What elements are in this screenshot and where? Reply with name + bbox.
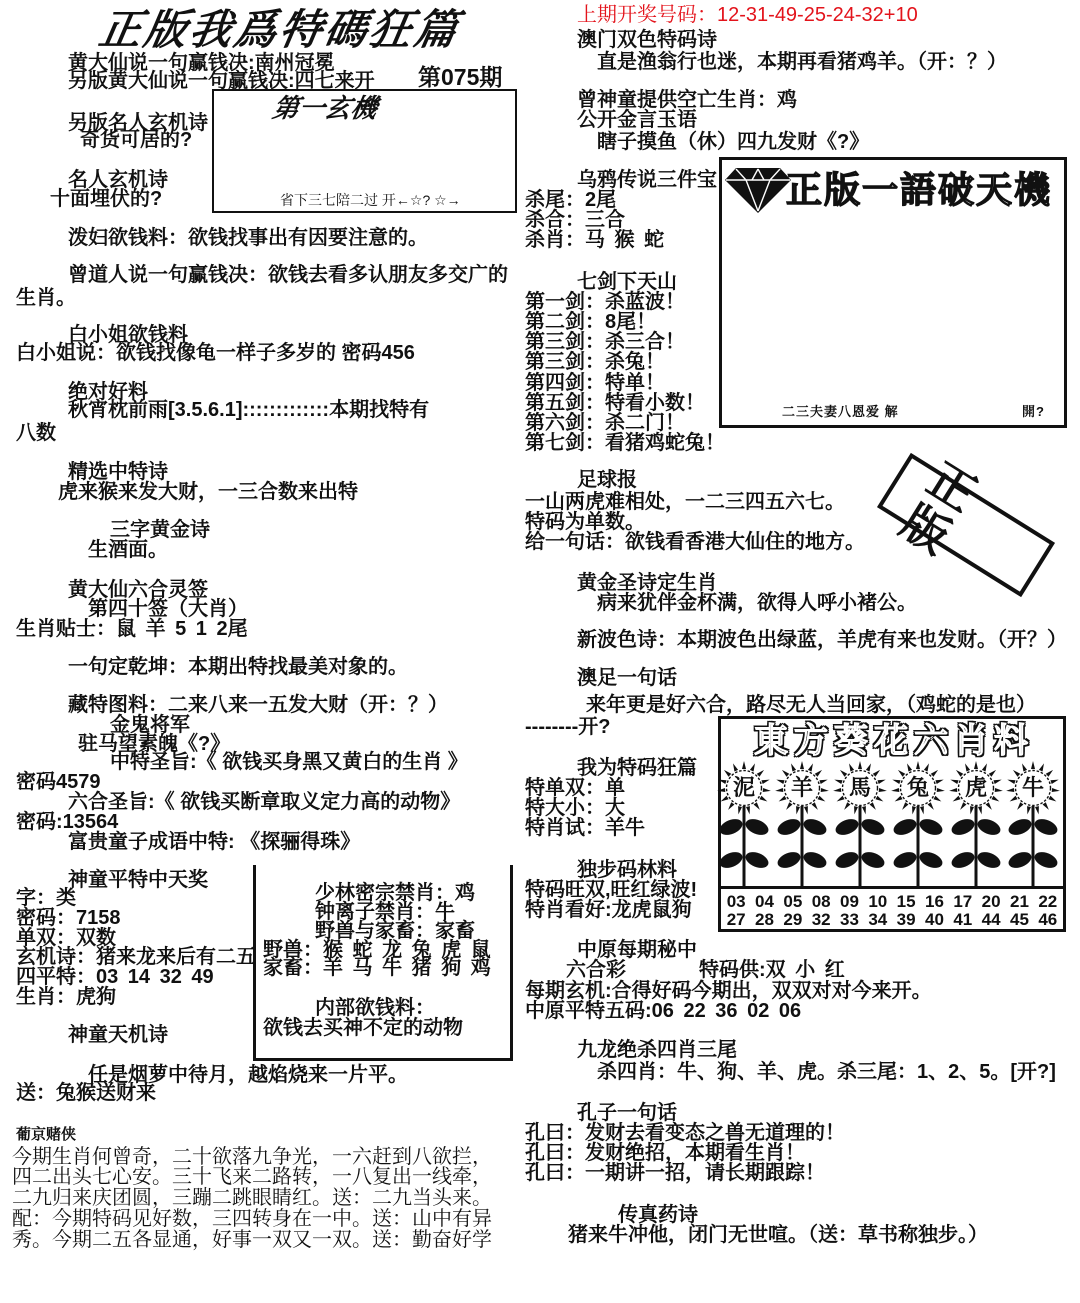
qijian-row: 第一剑：杀蓝波！ <box>525 291 685 313</box>
zhongyuan-five-codes: 中原平特五码:06 22 36 02 06 <box>525 1000 802 1022</box>
zuqiu-row: 特码为单数。 <box>525 511 645 533</box>
tianji-gift: 送：兔猴送财来 <box>16 1082 156 1104</box>
jiulong-text: 杀四肖：牛、狗、羊、虎。杀三尾：1、2、5。[开?] <box>597 1061 1056 1083</box>
cangte-edict: 中特圣旨:《 欲钱买身黑又黄白的生肖 》 <box>110 751 468 773</box>
domestic-animals: 家畜：羊 马 牛 猪 狗 鸡 <box>263 957 491 979</box>
shentong-row: 单双：双数 <box>16 927 116 949</box>
inner-text: 欲钱去买神不定的动物 <box>263 1017 463 1039</box>
pujing-line: 秀。今期二五各显通，好事一双又一双。送：勤奋好学 <box>12 1229 492 1251</box>
zuqiu-row: 一山两虎难相处，一二三四五六七。 <box>525 491 845 513</box>
xinbo-text: 新波色诗：本期波色出绿蓝，羊虎有来也发财。（开？） <box>577 629 1067 651</box>
zhongyuan-tema: 特码供:双 小 红 <box>699 959 845 981</box>
number-cell: 39 <box>896 910 916 929</box>
potianji-footer-left: 二三夫妻八恩爱 解 <box>782 404 899 419</box>
zhongyuan-label: 六合彩 <box>566 959 626 981</box>
number-cell: 03 <box>726 892 746 911</box>
jinxiao-row: 钟离子禁肖：牛 <box>315 901 455 923</box>
cangte-general: 金鬼将军 <box>110 714 190 736</box>
aozu-text: 来年更是好六合，路尽无人当回家，（鸡蛇的是也） <box>586 694 1036 716</box>
first-xuanji-footer: 省下三七陪二过 开←☆? ☆→ <box>280 192 461 208</box>
pujing-line: 配：今期特码见好数，三四转身在一中。送：山中有异 <box>12 1208 492 1230</box>
number-cell: 41 <box>953 910 973 929</box>
alt-mingren-text: 奇货可居的? <box>80 129 193 151</box>
number-cell: 40 <box>925 910 944 929</box>
number-cell: 33 <box>840 910 859 929</box>
number-cell: 20 <box>981 892 1001 911</box>
number-cell: 16 <box>925 892 944 911</box>
number-cell: 21 <box>1009 892 1029 911</box>
pujing-line: 二九归来庆团圆，三蹦二跳眼睛红。送：二九当头来。 <box>12 1187 492 1209</box>
qijian-row: 第五剑：特看小数！ <box>525 392 705 414</box>
flower-zodiac-char: 兔 <box>906 775 929 800</box>
pujing-line: 四二出头七心安。三十飞来二路转，一八复出一线牵， <box>12 1166 492 1188</box>
shentong-row: 生肖：虎狗 <box>16 986 116 1008</box>
lingqian-title: 黄大仙六合灵签 <box>68 579 208 601</box>
liuhe-edict: 六合圣旨:《 欲钱买断章取义定力高的动物》 <box>68 791 461 813</box>
mingren-title: 名人玄机诗 <box>68 169 168 191</box>
huangjin-text: 病来犹伴金杯满，欲得人呼小褚公。 <box>597 592 917 614</box>
jiulong-title: 九龙绝杀四肖三尾 <box>577 1039 737 1061</box>
aozu-title: 澳足一句话 <box>577 667 677 689</box>
number-cell: 28 <box>755 910 774 929</box>
number-cell: 15 <box>896 892 916 911</box>
number-strip-divider <box>718 886 1066 889</box>
wuya-row: 杀尾：2尾 <box>525 189 617 211</box>
number-cell: 29 <box>783 910 803 929</box>
qijian-row: 第四剑：特单！ <box>525 372 665 394</box>
inner-title: 内部欲钱料： <box>315 997 435 1019</box>
juedui-title: 绝对好料 <box>68 381 148 403</box>
pujing-title: 葡京赌侠 <box>16 1126 77 1143</box>
shentong-row: 玄机诗：猪来龙来后有二五 <box>16 946 256 968</box>
zuqiu-title: 足球报 <box>577 469 637 491</box>
first-xuanji-title: 第一玄機 <box>270 93 380 123</box>
number-cell: 44 <box>981 910 1001 929</box>
genuine-stamp: 正版 <box>877 453 1055 597</box>
page-title: 正版我爲特碼狂篇 <box>95 6 465 53</box>
jinxiao-row: 野兽与家畜：家畜 <box>315 920 475 942</box>
shentong-row: 密码：7158 <box>16 907 121 929</box>
number-cell: 04 <box>755 892 774 911</box>
diamond-icon <box>724 166 792 214</box>
number-cell: 45 <box>1009 910 1029 929</box>
chuanzhen-title: 传真药诗 <box>618 1204 698 1226</box>
wuya-title: 乌鸦传说三件宝 <box>577 169 717 191</box>
qijian-row: 第六剑：杀二门！ <box>525 412 685 434</box>
lingqian-tip: 生肖贴士：鼠 羊 5 1 2尾 <box>16 618 248 640</box>
chuanzhen-text: 猪来牛冲他，闭门无世喧。（送：草书称独步。） <box>568 1224 988 1246</box>
huangdaxian-line-2: 另版黄大仙说一句赢钱决:四七来开 <box>68 70 375 92</box>
number-cell: 05 <box>783 892 803 911</box>
zengdaoren-line-2: 生肖。 <box>16 287 76 309</box>
number-cell: 27 <box>726 910 746 929</box>
number-row-1 <box>722 893 1062 911</box>
flower-zodiac-char: 虎 <box>964 775 987 800</box>
jinyan-title: 公开金言玉语 <box>577 109 697 131</box>
number-cell: 32 <box>811 910 831 929</box>
qijian-row: 第二剑：8尾！ <box>525 311 657 333</box>
juedui-line-1: 秋宵枕前雨[3.5.6.1]:::::::::::::本期找特有 <box>68 399 430 421</box>
lingqian-sign: 第四十签（大肖） <box>88 598 248 620</box>
zuqiu-row: 给一句话：欲钱看香港大仙住的地方。 <box>525 531 865 553</box>
sanzi-text: 生酒面。 <box>88 539 168 561</box>
last-draw-label: 上期开奖号码： <box>577 4 717 26</box>
kuangpian-row: 特大小：大 <box>525 797 625 819</box>
yiju-text: 一句定乾坤：本期出特找最美对象的。 <box>68 656 408 678</box>
baixiaojie-title: 白小姐欲钱料 <box>68 324 188 346</box>
pujing-line: 今期生肖何曾奇，二十欲落九争光，一六赶到八欲拦， <box>12 1146 492 1168</box>
flower-zodiac-char: 羊 <box>790 775 813 800</box>
cangte-code: 密码4579 <box>16 771 101 793</box>
jinyan-text: 瞎子摸鱼（休）四九发财《?》 <box>597 131 870 153</box>
tianji-title: 神童天机诗 <box>68 1024 168 1046</box>
liuhe-code: 密码:13564 <box>16 811 119 833</box>
kuangpian-row: 特单双：单 <box>525 777 625 799</box>
zeng-shentong: 曾神童提供空亡生肖：鸡 <box>577 89 797 111</box>
cangte-text: 藏特图料：二来八来一五发大财（开：？） <box>68 694 448 716</box>
shentong-title: 神童平特中天奖 <box>68 869 208 891</box>
kongzi-row: 孔曰：发财去看变态之兽无道理的！ <box>525 1122 845 1144</box>
last-draw-numbers: 12-31-49-25-24-32+10 <box>717 4 918 26</box>
number-cell: 46 <box>1038 910 1058 929</box>
fugui-text: 富贵童子成语中特: 《探骊得珠》 <box>68 831 361 853</box>
qijian-row: 第三剑：杀三合！ <box>525 331 685 353</box>
dubu-row: 特肖看好:龙虎鼠狗 <box>525 899 692 921</box>
number-cell: 10 <box>868 892 888 911</box>
qijian-title: 七剑下天山 <box>577 271 677 293</box>
jingxuan-text: 虎来猴来发大财，一三合数来出特 <box>58 481 358 503</box>
sunflower-title: 東方葵花六肖料 <box>754 722 1034 760</box>
kuangpian-title: 我为特码狂篇 <box>577 757 697 779</box>
wild-animals: 野兽：猴 蛇 龙 兔 虎 鼠 <box>263 939 491 961</box>
aomen-title: 澳门双色特码诗 <box>577 29 717 51</box>
number-cell: 09 <box>840 892 859 911</box>
huangdaxian-line-1: 黄大仙说一句赢钱决:南州冠冕 <box>68 52 335 74</box>
zhongyuan-title: 中原每期秘中 <box>577 939 697 961</box>
zhongyuan-xuanji: 每期玄机:合得好码今期出，双双对对今来开。 <box>525 980 932 1002</box>
dubu-row: 特码旺双,旺红绿波! <box>525 879 698 901</box>
qijian-row: 第三剑：杀兔！ <box>525 351 665 373</box>
flower-zodiac-char: 馬 <box>848 775 871 800</box>
aozu-tail: --------开? <box>525 716 611 738</box>
pofu-text: 泼妇欲钱料：欲钱找事出有因要注意的。 <box>68 227 428 249</box>
tianji-poem: 任是烟萝中待月，越焰烧来一片平。 <box>88 1064 408 1086</box>
juedui-line-2: 八数 <box>16 422 56 444</box>
number-cell: 34 <box>868 910 888 929</box>
alt-mingren-title: 另版名人玄机诗 <box>68 112 208 134</box>
aomen-text: 直是渔翁行也迷，本期再看猪鸡羊。（开：？） <box>597 51 1007 73</box>
kongzi-row: 孔曰：一期讲一招，请长期跟踪！ <box>525 1162 825 1184</box>
sanzi-title: 三字黄金诗 <box>110 519 210 541</box>
last-draw <box>577 5 918 25</box>
number-cell: 17 <box>953 892 973 911</box>
potianji-footer-right: 開? <box>1022 404 1045 419</box>
qijian-row: 第七剑：看猪鸡蛇兔！ <box>525 432 725 454</box>
jinxiao-row: 少林密宗禁肖：鸡 <box>315 882 475 904</box>
wuya-row: 杀肖：马 猴 蛇 <box>525 229 665 251</box>
potianji-title: 正版一語破天機 <box>786 169 1053 211</box>
jingxuan-title: 精选中特诗 <box>68 461 168 483</box>
kuangpian-row: 特肖试：羊牛 <box>525 817 645 839</box>
mingren-text: 十面埋伏的? <box>50 188 163 210</box>
cangte-poem: 驻马望素魄《?》 <box>78 733 231 755</box>
shentong-row: 四平特：03 14 32 49 <box>16 966 214 988</box>
kongzi-title: 孔子一句话 <box>577 1102 677 1124</box>
issue-number: 第075期 <box>418 64 503 90</box>
flower-zodiac-char: 牛 <box>1021 775 1044 800</box>
huangjin-title: 黄金圣诗定生肖 <box>577 572 717 594</box>
baixiaojie-text: 白小姐说：欲钱找像龟一样子多岁的 密码456 <box>16 342 415 364</box>
number-cell: 08 <box>811 892 831 911</box>
zengdaoren-line-1: 曾道人说一句赢钱决：欲钱去看多认朋友多交广的 <box>68 264 508 286</box>
number-cell: 22 <box>1038 892 1058 911</box>
wuya-row: 杀合：三合 <box>525 209 625 231</box>
kongzi-row: 孔曰：发财绝招，本期看生肖！ <box>525 1142 805 1164</box>
flower-zodiac-char: 泥 <box>732 775 755 800</box>
shentong-row: 字：类 <box>16 887 76 909</box>
number-row-2 <box>722 911 1062 929</box>
dubu-title: 独步码林料 <box>577 859 677 881</box>
